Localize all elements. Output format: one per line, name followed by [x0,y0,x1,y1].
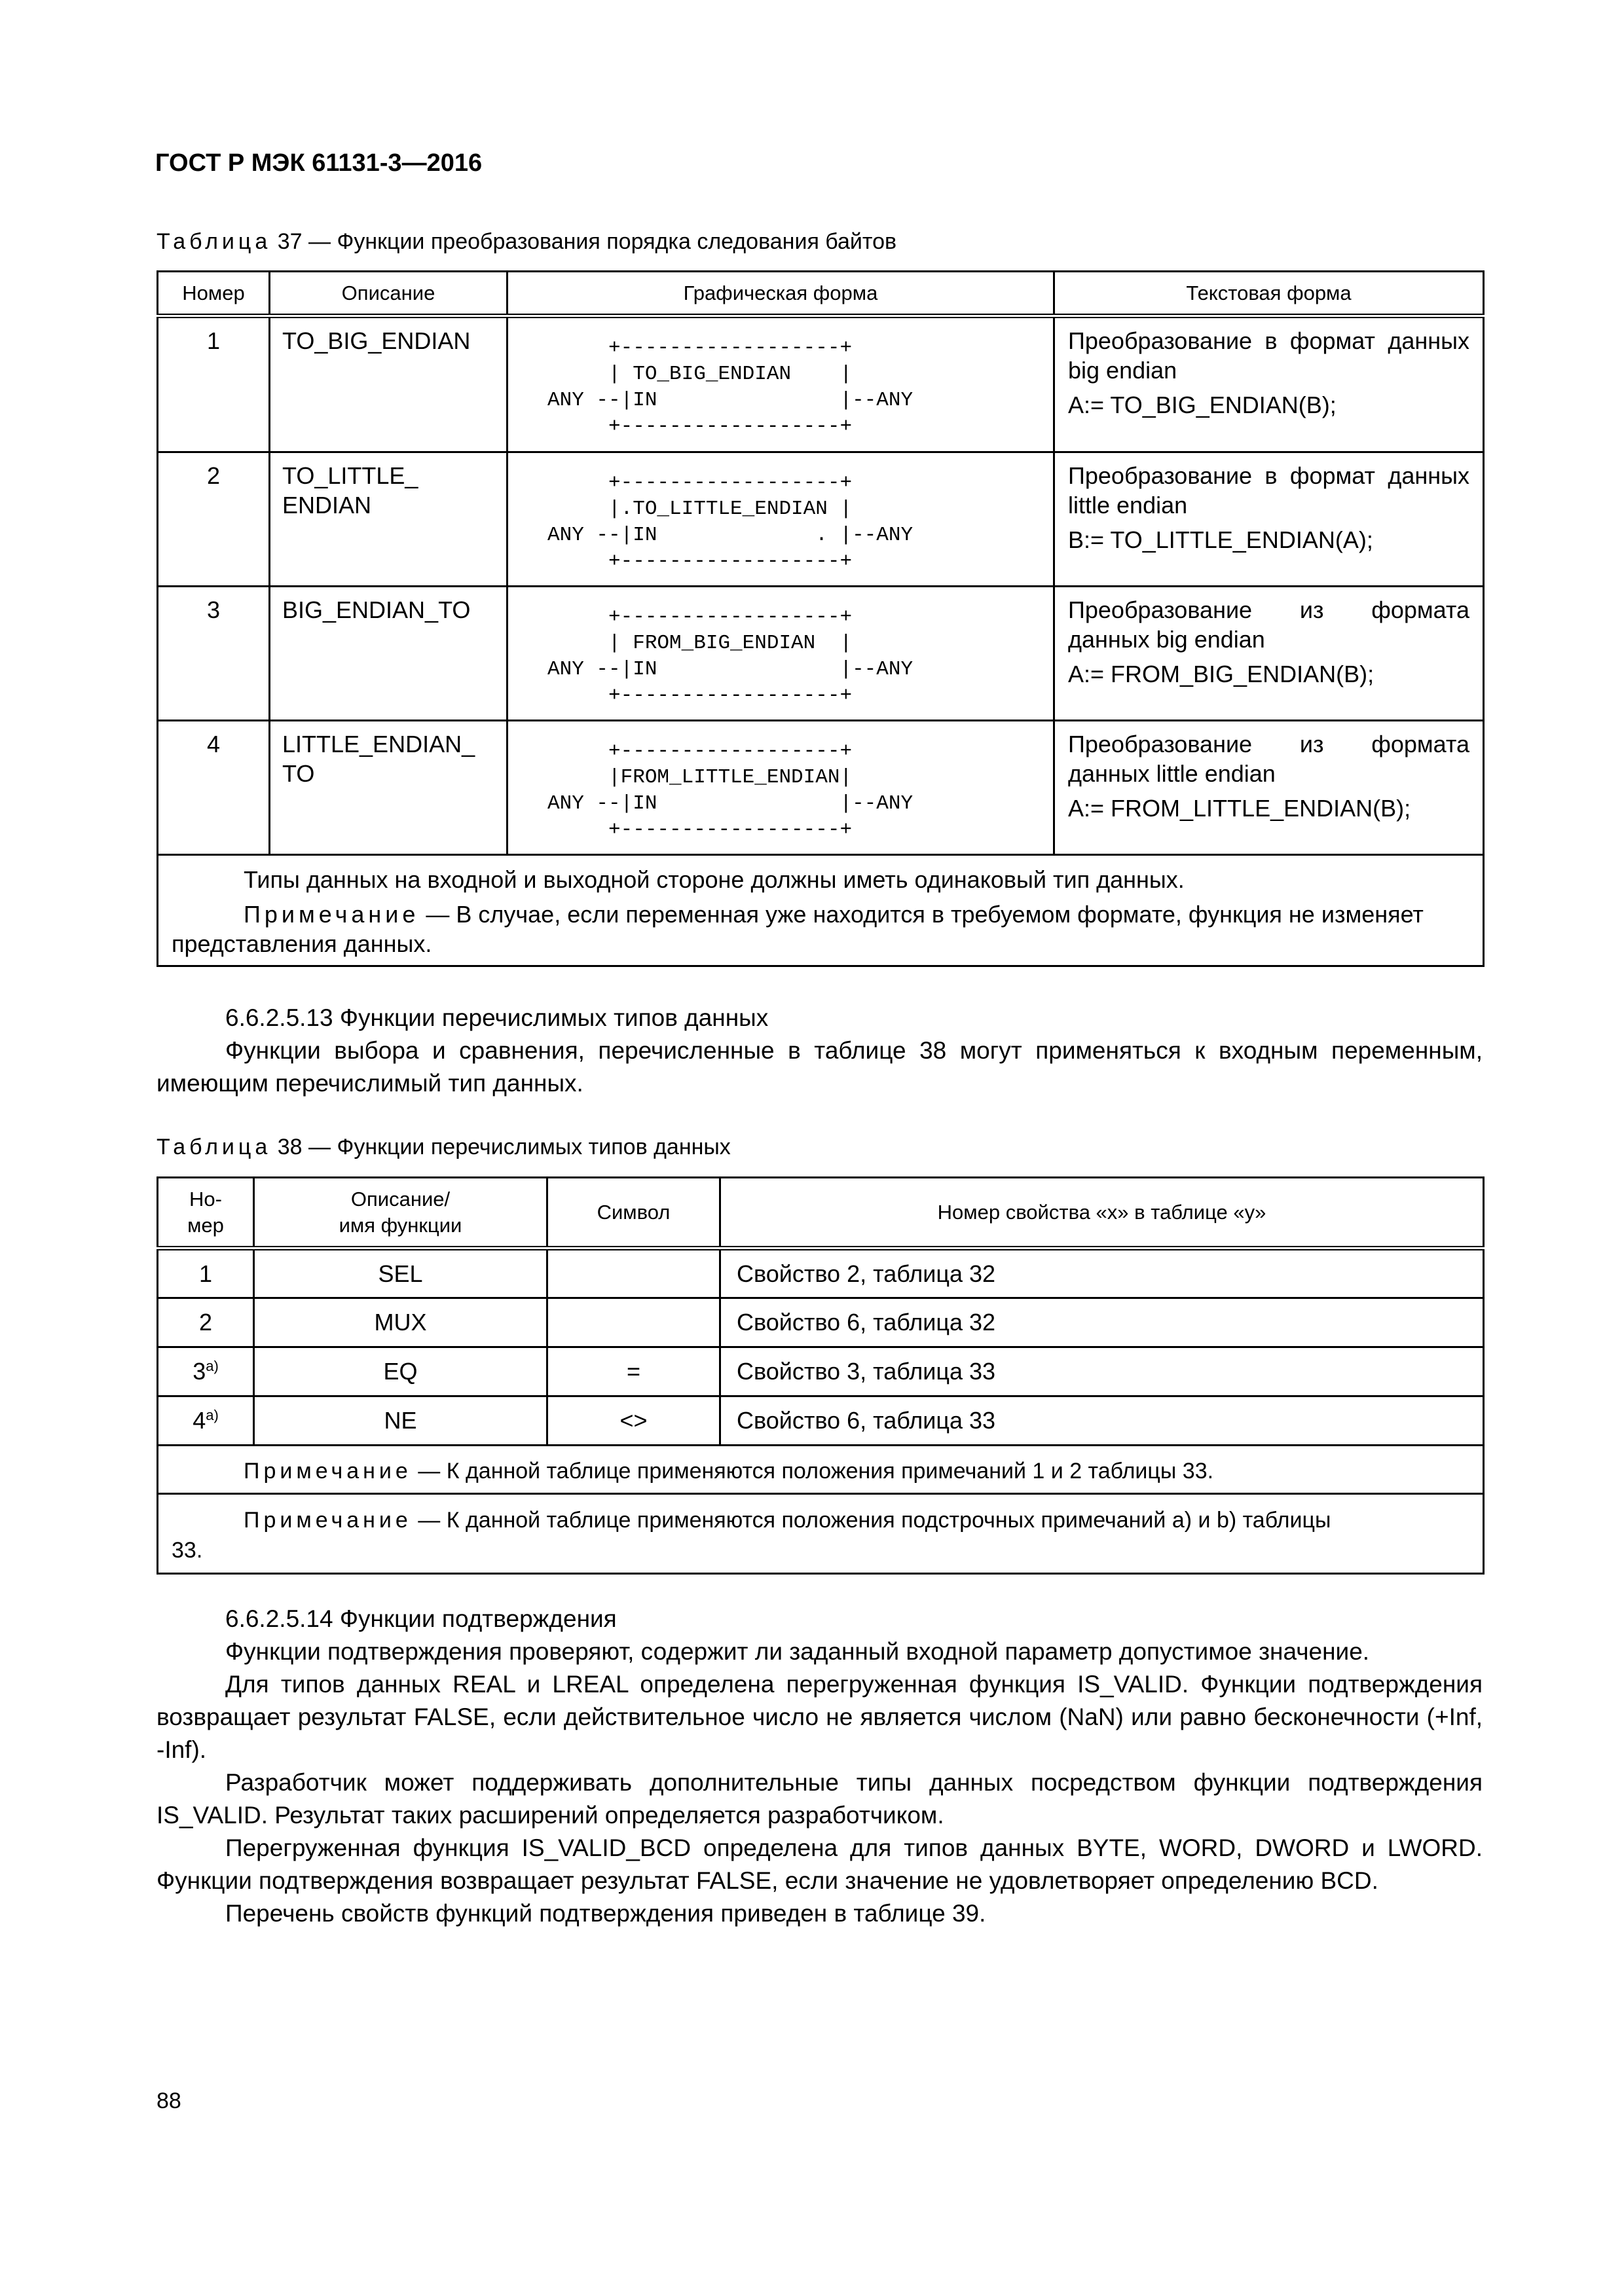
table-row [158,587,1484,721]
paragraph: Разработчик может поддерживать дополнительные типы данных посредством функции подтверждения IS_VALID. Результат таких расширений определяется разработчиком. [157,1769,1483,1829]
property-reference: Свойство 2, таблица 32 [720,1248,1484,1298]
caption-prefix: Таблица [157,1135,272,1159]
text-form-code: A:= FROM_BIG_ENDIAN(B); [1068,661,1375,687]
footnote-marker: a) [206,1358,219,1374]
note-prefix: Примечание [244,1507,412,1533]
property-reference: Свойство 6, таблица 32 [720,1298,1484,1347]
function-block-diagram: +------------------+ | FROM_BIG_ENDIAN | ANY --|IN |--ANY +------------------+ [547,606,913,707]
footnote-marker: a) [206,1407,219,1423]
paragraph: Для типов данных REAL и LREAL определена перегруженная функция IS_VALID. Функции подтверждения возвращает результат FALSE, если действительное число не является числом (NaN) или равно бесконечности (+Inf, -Inf). [157,1671,1483,1763]
table-37 [157,270,1485,967]
row-number-value: 4 [193,1407,206,1434]
table-row [158,721,1484,855]
section-title: 6.6.2.5.13 Функции перечислимых типов данных [225,1004,769,1031]
graphic-form [507,452,1054,587]
graphic-form [507,587,1054,721]
row-number [158,1298,254,1347]
text-form-description: Преобразование из формата данных little endian [1068,731,1469,787]
paragraph: Перегруженная функция IS_VALID_BCD определена для типов данных BYTE, WORD, DWORD и LWORD. Функции подтверждения возвращает результат FALSE, если значение не удовлетворяет определению BCD. [157,1834,1483,1894]
function-name: MUX [254,1298,547,1347]
col-header: Но- мер [158,1178,254,1248]
table-row [158,1248,1484,1298]
text-form [1054,721,1484,855]
text-form [1054,452,1484,587]
caption-prefix: Таблица [157,229,272,254]
row-number [158,1396,254,1446]
text-form-description: Преобразование в формат данных little endian [1068,462,1469,519]
document-header: ГОСТ Р МЭК 61131-3—2016 [155,149,483,177]
text-form-code: A:= FROM_LITTLE_ENDIAN(B); [1068,795,1411,822]
function-description: TO_LITTLE_ ENDIAN [270,452,507,587]
note-text: Типы данных на входной и выходной стороне должны иметь одинаковый тип данных. [244,866,1185,893]
text-form [1054,316,1484,452]
col-header: Номер свойства «x» в таблице «y» [720,1178,1484,1248]
row-number: 1 [158,316,270,452]
page-number: 88 [157,2088,181,2113]
text-form-code: A:= TO_BIG_ENDIAN(B); [1068,392,1337,418]
function-description: BIG_ENDIAN_TO [270,587,507,721]
graphic-form [507,316,1054,452]
row-number [158,1248,254,1298]
property-reference: Свойство 3, таблица 33 [720,1347,1484,1396]
table-37-caption [157,229,896,255]
table-row [158,316,1484,452]
paragraph: Функции подтверждения проверяют, содержит ли заданный входной параметр допустимое значение. [225,1638,1370,1665]
function-name: SEL [254,1248,547,1298]
paragraph: Функции выбора и сравнения, перечисленные в таблице 38 могут применяться к входным переменным, имеющим перечислимый тип данных. [157,1037,1483,1097]
table-row [158,1347,1484,1396]
col-header: Символ [547,1178,720,1248]
row-number: 3 [158,587,270,721]
note-prefix: Примечание [244,901,420,928]
symbol: = [547,1347,720,1396]
function-block-diagram: +------------------+ |FROM_LITTLE_ENDIAN| ANY --|IN |--ANY +------------------+ [547,740,913,841]
symbol [547,1248,720,1298]
section-6-6-2-5-13 [157,1002,1483,1100]
table-note [158,855,1484,966]
function-block-diagram: +------------------+ |.TO_LITTLE_ENDIAN | ANY --|IN . |--ANY +------------------+ [547,471,913,573]
row-number: 2 [158,452,270,587]
note-text: — В случае, если переменная уже находится в требуемом формате, функция не изменяет представления данных. [172,901,1424,957]
symbol [547,1298,720,1347]
function-name: EQ [254,1347,547,1396]
table-row [158,1298,1484,1347]
graphic-form [507,721,1054,855]
function-name: NE [254,1396,547,1446]
function-description: TO_BIG_ENDIAN [270,316,507,452]
note-text: — К данной таблице применяются положения подстрочных примечаний a) и b) таблицы 33. [172,1507,1331,1563]
note-text: — К данной таблице применяются положения примечаний 1 и 2 таблицы 33. [411,1458,1214,1484]
text-form [1054,587,1484,721]
text-form-description: Преобразование из формата данных big endian [1068,596,1469,653]
col-header: Описание/ имя функции [254,1178,547,1248]
paragraph: Перечень свойств функций подтверждения приведен в таблице 39. [225,1900,986,1927]
section-title: 6.6.2.5.14 Функции подтверждения [225,1605,617,1632]
row-number [158,1347,254,1396]
property-reference: Свойство 6, таблица 33 [720,1396,1484,1446]
caption-text: 38 — Функции перечислимых типов данных [271,1135,731,1159]
text-form-code: B:= TO_LITTLE_ENDIAN(A); [1068,526,1373,553]
col-header: Текстовая форма [1054,272,1484,316]
table-row [158,452,1484,587]
col-header: Описание [270,272,507,316]
table-38 [157,1176,1485,1575]
row-number-value: 2 [198,1309,213,1336]
row-number-value: 3 [193,1358,206,1385]
col-header: Графическая форма [507,272,1054,316]
symbol: <> [547,1396,720,1446]
note-prefix: Примечание [244,1458,412,1484]
table-row [158,1396,1484,1446]
table-note [158,1494,1484,1574]
text-form-description: Преобразование в формат данных big endian [1068,327,1469,384]
function-block-diagram: +------------------+ | TO_BIG_ENDIAN | ANY --|IN |--ANY +------------------+ [547,337,913,438]
col-header: Номер [158,272,270,316]
table-note [158,1446,1484,1494]
caption-text: 37 — Функции преобразования порядка следования байтов [271,229,897,254]
function-description: LITTLE_ENDIAN_ TO [270,721,507,855]
row-number-value: 1 [198,1260,213,1287]
section-6-6-2-5-14 [157,1603,1483,1930]
row-number: 4 [158,721,270,855]
table-38-caption [157,1135,731,1160]
